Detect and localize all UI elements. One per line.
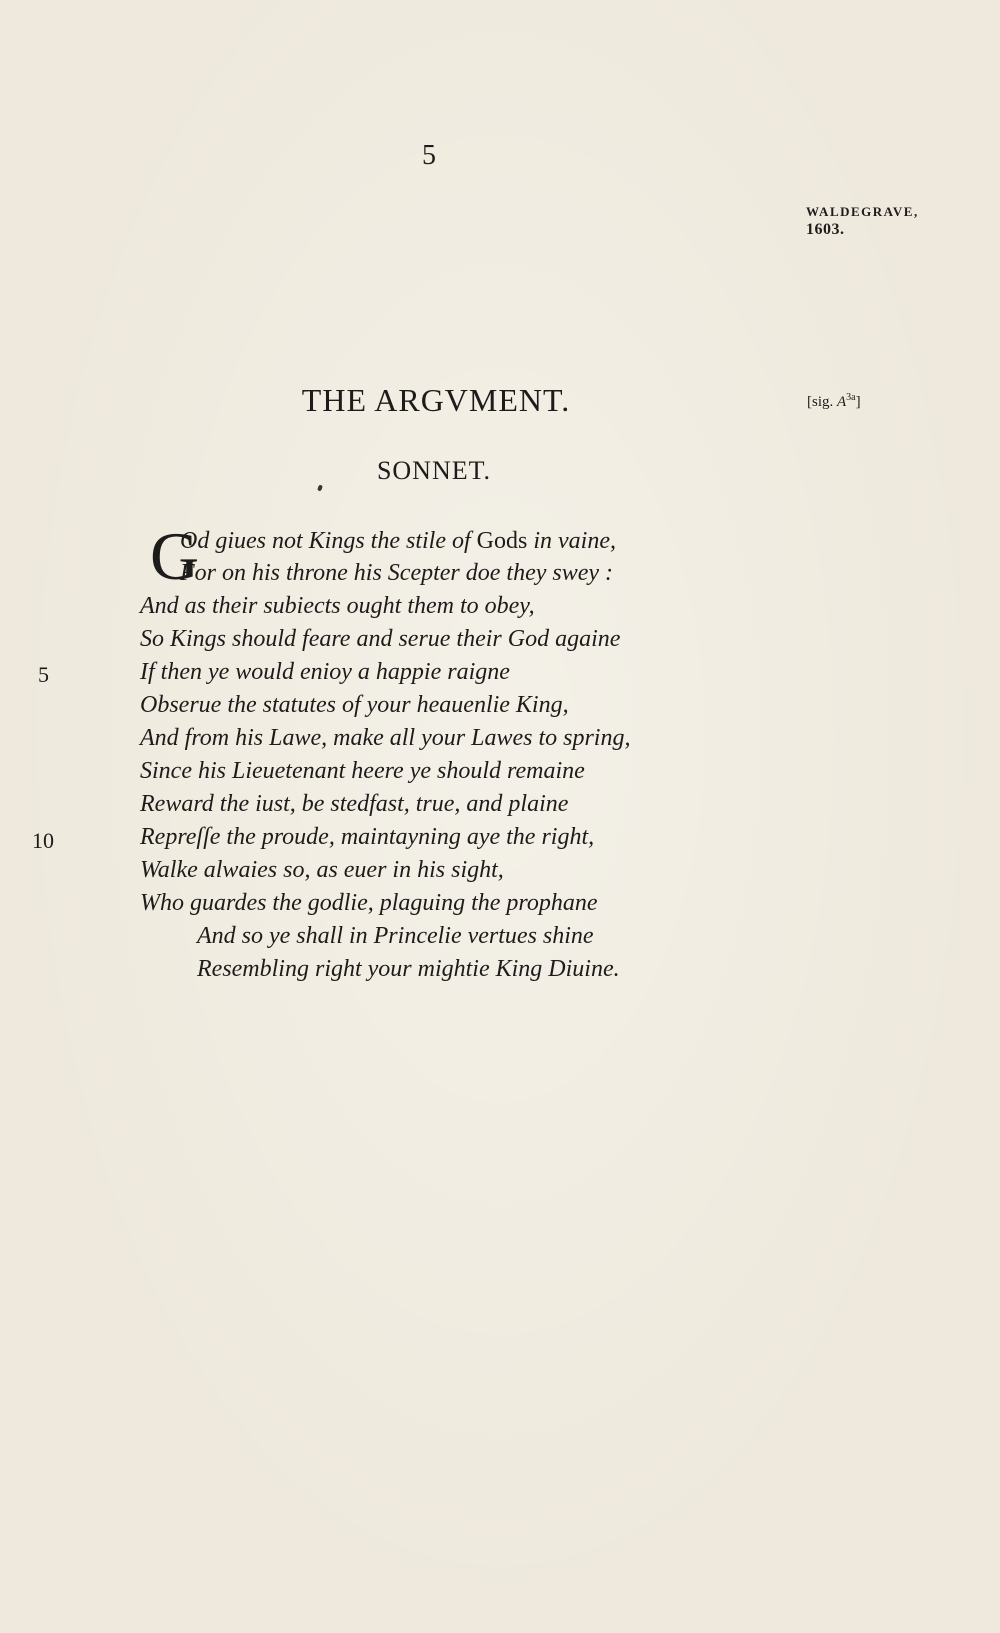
page-number: 5 [422,140,436,171]
poem-line-4: So Kings should feare and serue their God againe [140,626,621,652]
poem-line-1 [180,528,616,555]
poem-line-13: And so ye shall in Princelie vertues shine [197,923,594,949]
poem-line-10: Repreſſe the proude, maintayning aye the right, [140,824,595,850]
poem-line-14: Resembling right your mightie King Diuine. [197,956,620,982]
poem-line-2: For on his throne his Scepter doe they swey : [180,560,614,586]
line1-roman-word: Gods [476,528,528,554]
drop-cap: G [150,518,200,594]
publisher-note [806,203,919,239]
line-number-5: 5 [38,662,49,687]
poem-line-8: Since his Lieuetenant heere ye should remaine [140,758,585,784]
subtitle: SONNET. [376,456,492,485]
page-title: THE ARGVMENT. [301,382,571,418]
signature-sup: 3a [846,392,856,403]
poem-line-9: Reward the iust, be stedfast, true, and plaine [140,791,569,817]
line-number-10: 10 [32,828,54,853]
poem-line-11: Walke alwaies so, as euer in his sight, [140,857,504,883]
publisher-year: 1603. [806,221,845,238]
signature-letter: A [837,394,847,410]
poem-line-6: Obserue the statutes of your heauenlie King, [140,692,569,718]
signature-open: [sig. [807,394,837,410]
ink-speck [317,484,323,491]
line1-part-c: in vaine, [527,528,616,554]
poem-line-5: If then ye would enioy a happie raigne [140,659,510,685]
signature-close: ] [855,394,861,410]
poem-line-3: And as their subiects ought them to obey, [140,593,535,619]
poem-line-12: Who guardes the godlie, plaguing the prophane [140,890,598,916]
poem-line-7: And from his Lawe, make all your Lawes to spring, [140,725,631,751]
line1-part-a: Od giues not Kings the stile of [180,528,477,554]
publisher-name: WALDEGRAVE, [806,204,919,219]
